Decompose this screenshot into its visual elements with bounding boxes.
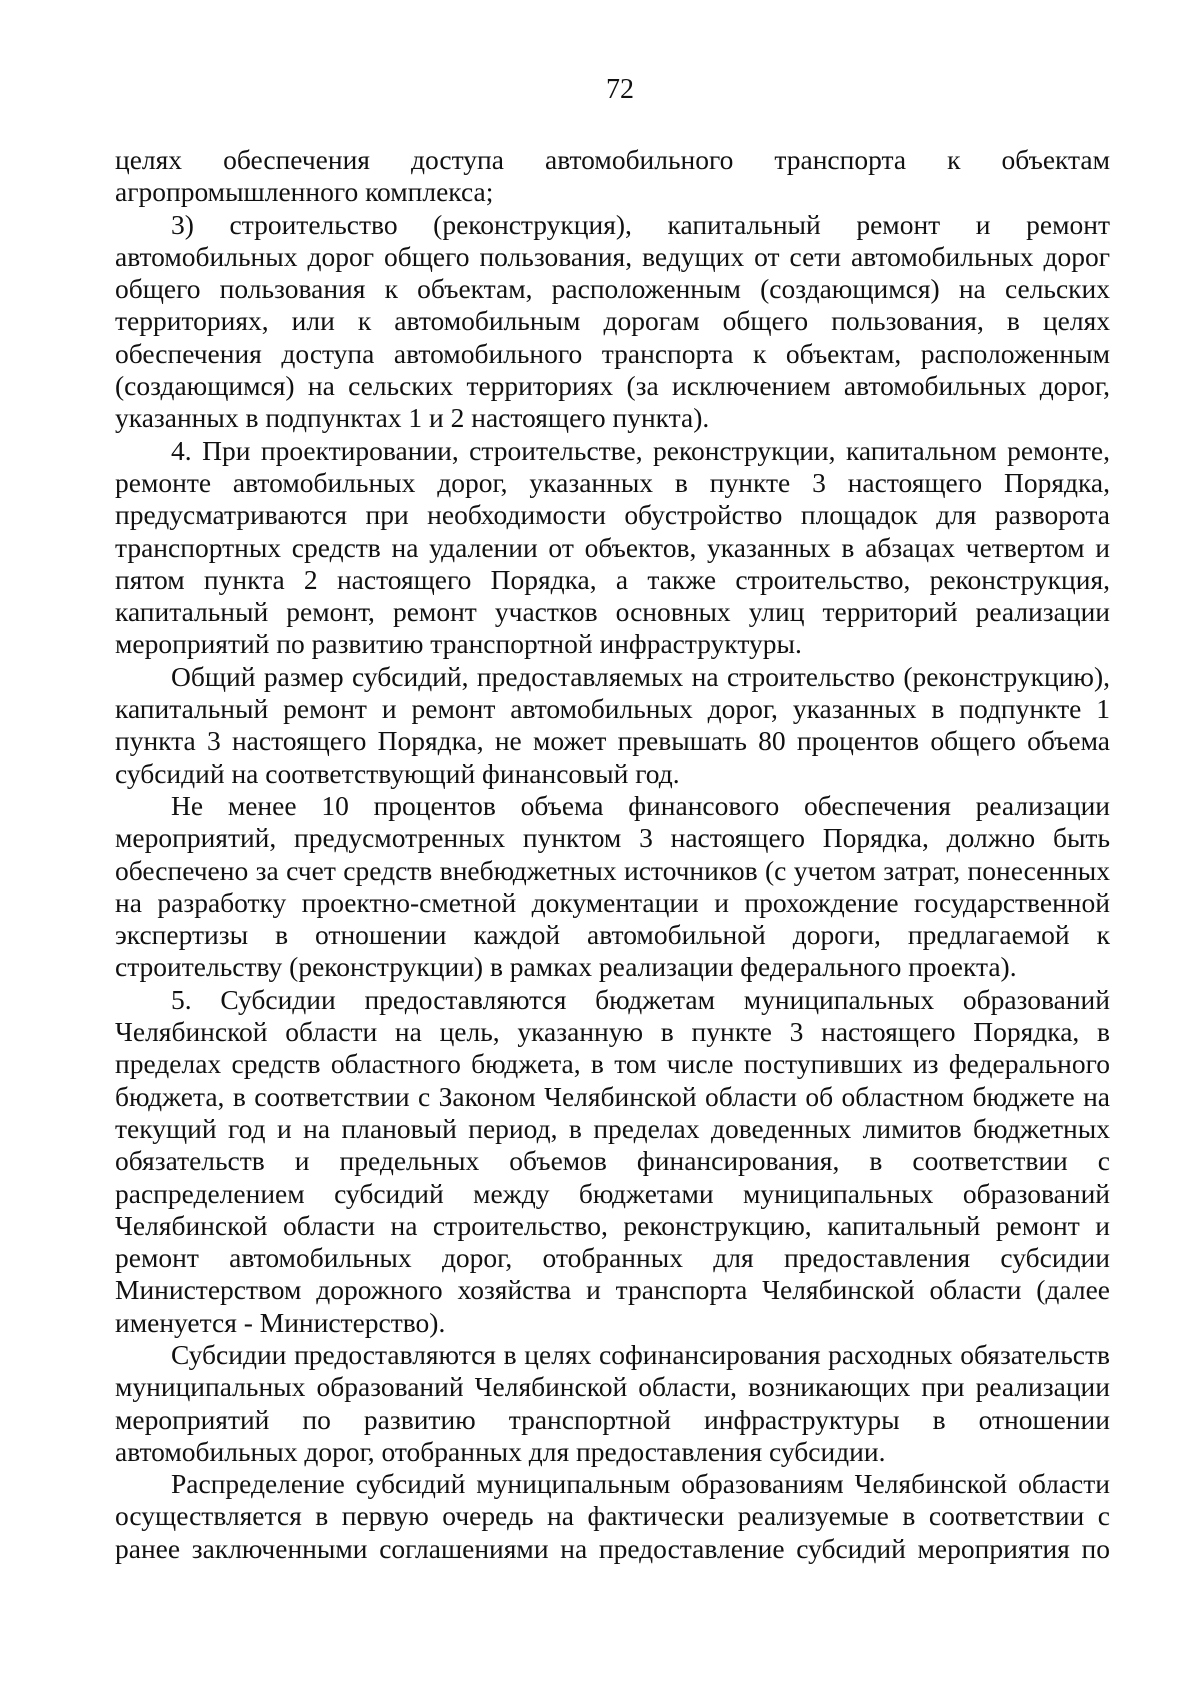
document-body (115, 144, 1110, 1565)
paragraph-continuation: целях обеспечения доступа автомобильного транспорта к объектам агропромышленного комплекса; (115, 144, 1110, 208)
paragraph-subsidy-size: Общий размер субсидий, предоставляемых на строительство (реконструкцию), капитальный ремонт и ремонт автомобильных дорог, указанных в подпункте 1 пункта 3 настоящего Порядка, не может превышать 80 процентов общего объема субсидий на соответствующий финансовый год. (115, 660, 1110, 789)
paragraph-section-5: 5. Субсидии предоставляются бюджетам муниципальных образований Челябинской области на цель, указанную в пункте 3 настоящего Порядка, в пределах средств областного бюджета, в том числе поступивших из федерального бюджета, в соответствии с Законом Челябинской области об областном бюджете на текущий год и на плановый период, в пределах доведенных лимитов бюджетных обязательств и предельных объемов финансирования, в соответствии с распределением субсидий между бюджетами муниципальных образований Челябинской области на строительство, реконструкцию, капитальный ремонт и ремонт автомобильных дорог, отобранных для предоставления субсидии Министерством дорожного хозяйства и транспорта Челябинской области (далее именуется - Министерство). (115, 983, 1110, 1338)
paragraph-extrabudgetary: Не менее 10 процентов объема финансового обеспечения реализации мероприятий, предусмотренных пунктом 3 настоящего Порядка, должно быть обеспечено за счет средств внебюджетных источников (с учетом затрат, понесенных на разработку проектно-сметной документации и прохождение государственной экспертизы в отношении каждой автомобильной дороги, предлагаемой к строительству (реконструкции) в рамках реализации федерального проекта). (115, 789, 1110, 983)
paragraph-distribution: Распределение субсидий муниципальным образованиям Челябинской области осуществляется в первую очередь на фактически реализуемые в соответствии с ранее заключенными соглашениями на предоставление субсидий мероприятия по (115, 1468, 1110, 1564)
paragraph-item-3: 3) строительство (реконструкция), капитальный ремонт и ремонт автомобильных дорог общего пользования, ведущих от сети автомобильных дорог общего пользования к объектам, расположенным (создающимся) на сельских территориях, или к автомобильным дорогам общего пользования, в целях обеспечения доступа автомобильного транспорта к объектам, расположенным (создающимся) на сельских территориях (за исключением автомобильных дорог, указанных в подпунктах 1 и 2 настоящего пункта). (115, 208, 1110, 434)
page-number: 72 (606, 74, 634, 105)
paragraph-section-4: 4. При проектировании, строительстве, реконструкции, капитальном ремонте, ремонте автомобильных дорог, указанных в пункте 3 настоящего Порядка, предусматриваются при необходимости обустройство площадок для разворота транспортных средств на удалении от объектов, указанных в абзацах четвертом и пятом пункта 2 настоящего Порядка, а также строительство, реконструкция, капитальный ремонт, ремонт участков основных улиц территорий реализации мероприятий по развитию транспортной инфраструктуры. (115, 434, 1110, 660)
paragraph-cofinancing: Субсидии предоставляются в целях софинансирования расходных обязательств муниципальных образований Челябинской области, возникающих при реализации мероприятий по развитию транспортной инфраструктуры в отношении автомобильных дорог, отобранных для предоставления субсидии. (115, 1338, 1110, 1467)
